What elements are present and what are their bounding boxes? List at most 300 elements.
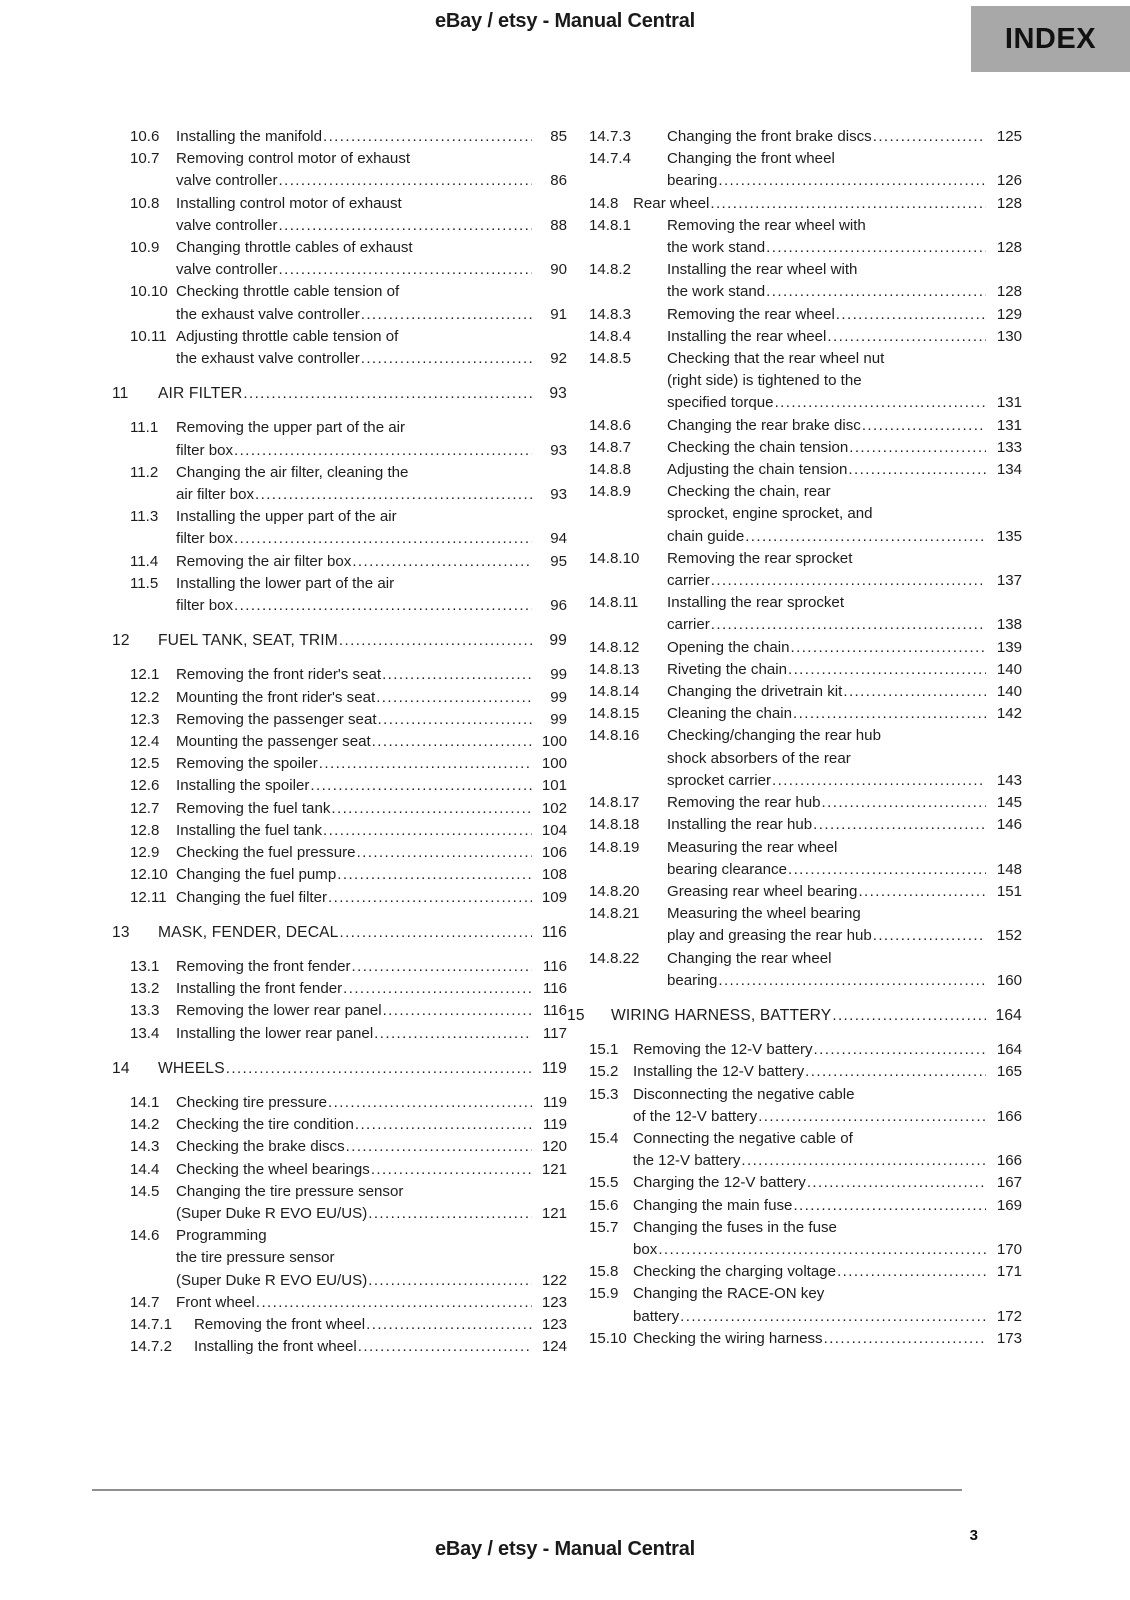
toc-chapter-row[interactable] xyxy=(567,1005,1022,1027)
toc-entry-page: 109 xyxy=(541,888,567,906)
toc-entry-line xyxy=(667,792,1022,814)
toc-section-row[interactable] xyxy=(567,903,1022,947)
toc-entry-title: Mounting the passenger seat xyxy=(176,733,371,751)
toc-entry-line xyxy=(176,731,567,753)
toc-entry-body xyxy=(176,753,567,775)
toc-entry-page: 166 xyxy=(996,1107,1022,1125)
toc-entry-page: 106 xyxy=(541,844,567,862)
toc-leader-dots xyxy=(323,126,532,148)
toc-entry-line xyxy=(667,659,1022,681)
toc-entry-number: 12.3 xyxy=(130,710,160,728)
toc-entry-page: 123 xyxy=(541,1293,567,1311)
toc-entry-number: 15.2 xyxy=(589,1063,619,1081)
toc-entry-number: 13.4 xyxy=(130,1024,160,1042)
toc-entry-body xyxy=(633,193,1022,215)
toc-entry-page: 119 xyxy=(542,1093,567,1111)
toc-entry-number: 14.8.11 xyxy=(589,594,639,612)
toc-entry-line xyxy=(667,281,1022,303)
toc-section-row[interactable] xyxy=(112,1114,567,1136)
toc-entry-line xyxy=(176,820,567,842)
toc-entry-body xyxy=(667,792,1022,814)
toc-section-row[interactable] xyxy=(567,548,1022,592)
toc-column-left xyxy=(112,126,567,1358)
toc-section-row[interactable] xyxy=(112,798,567,820)
toc-leader-dots xyxy=(234,440,532,462)
toc-entry-number: 12.5 xyxy=(130,755,160,773)
toc-entry-line xyxy=(176,528,567,550)
toc-leader-dots xyxy=(352,551,532,573)
toc-entry-title: Changing the main fuse xyxy=(633,1196,793,1214)
toc-leader-dots xyxy=(328,1092,532,1114)
toc-chapter-row[interactable] xyxy=(112,630,567,652)
toc-entry-title: Changing the rear wheel xyxy=(667,949,832,967)
toc-entry-line xyxy=(176,126,567,148)
toc-entry-page: 99 xyxy=(550,666,567,684)
toc-entry-number: 15.6 xyxy=(589,1196,619,1214)
toc-entry-body xyxy=(633,1039,1022,1061)
toc-entry-body xyxy=(176,664,567,686)
toc-leader-dots xyxy=(788,659,986,681)
toc-leader-dots xyxy=(361,348,532,370)
toc-entry-line xyxy=(158,630,567,652)
toc-entry-line xyxy=(667,170,1022,192)
toc-entry-title: (Super Duke R EVO EU/US) xyxy=(176,1271,368,1289)
toc-section-row[interactable] xyxy=(112,842,567,864)
toc-entry-page: 128 xyxy=(996,283,1022,301)
toc-section-row[interactable] xyxy=(112,551,567,573)
toc-entry-line xyxy=(667,970,1022,992)
toc-entry-page: 88 xyxy=(550,216,567,234)
toc-section-row[interactable] xyxy=(112,1314,567,1336)
page-number: 3 xyxy=(969,1527,978,1544)
toc-entry-number: 14.8.14 xyxy=(589,683,640,701)
toc-entry-line xyxy=(176,417,567,439)
toc-entry-title: Cleaning the chain xyxy=(667,705,793,723)
toc-section-row[interactable] xyxy=(112,326,567,370)
toc-entry-line xyxy=(176,237,567,259)
toc-section-row[interactable] xyxy=(112,664,567,686)
toc-entry-page: 133 xyxy=(996,438,1022,456)
toc-section-row[interactable] xyxy=(112,731,567,753)
toc-entry-body xyxy=(667,659,1022,681)
toc-entry-number: 11.2 xyxy=(130,463,159,481)
toc-entry-line xyxy=(176,842,567,864)
toc-section-row[interactable] xyxy=(567,481,1022,548)
toc-section-row[interactable] xyxy=(112,753,567,775)
toc-entry-title: filter box xyxy=(176,530,234,548)
toc-leader-dots xyxy=(331,798,532,820)
toc-entry-number: 14.8.13 xyxy=(589,660,640,678)
toc-section-row[interactable] xyxy=(567,703,1022,725)
toc-entry-title: Front wheel xyxy=(176,1293,255,1311)
toc-leader-dots xyxy=(711,614,986,636)
toc-entry-body xyxy=(667,437,1022,459)
toc-entry-line xyxy=(176,1159,567,1181)
toc-entry-line xyxy=(667,881,1022,903)
toc-entry-body xyxy=(667,637,1022,659)
toc-section-row[interactable] xyxy=(567,725,1022,792)
toc-entry-title: Installing the lower part of the air xyxy=(176,574,395,592)
toc-section-row[interactable] xyxy=(567,1217,1022,1261)
toc-section-row[interactable] xyxy=(567,437,1022,459)
toc-entry-line xyxy=(194,1314,567,1336)
toc-section-row[interactable] xyxy=(567,881,1022,903)
toc-section-row[interactable] xyxy=(567,1039,1022,1061)
toc-entry-page: 124 xyxy=(541,1338,567,1356)
toc-entry-page: 116 xyxy=(542,980,567,998)
toc-section-row[interactable] xyxy=(112,775,567,797)
toc-entry-line xyxy=(633,1172,1022,1194)
toc-section-row[interactable] xyxy=(567,637,1022,659)
toc-entry-body xyxy=(176,978,567,1000)
toc-entry-line xyxy=(633,1239,1022,1261)
toc-leader-dots xyxy=(346,1136,532,1158)
toc-entry-line xyxy=(667,837,1022,859)
toc-entry-page: 93 xyxy=(550,486,567,504)
toc-entry-title: play and greasing the rear hub xyxy=(667,927,872,945)
table-of-contents xyxy=(0,126,1130,1358)
toc-section-row[interactable] xyxy=(112,978,567,1000)
toc-leader-dots xyxy=(319,753,532,775)
toc-entry-number: 11.5 xyxy=(130,574,159,592)
toc-leader-dots xyxy=(378,709,532,731)
toc-entry-number: 14.7.1 xyxy=(130,1315,172,1333)
toc-entry-line xyxy=(667,370,1022,392)
toc-section-row[interactable] xyxy=(567,215,1022,259)
toc-entry-body xyxy=(667,326,1022,348)
toc-entry-number: 14.8.15 xyxy=(589,705,640,723)
toc-entry-title: Installing the upper part of the air xyxy=(176,508,397,526)
toc-entry-body xyxy=(667,148,1022,192)
toc-section-row[interactable] xyxy=(567,259,1022,303)
toc-section-row[interactable] xyxy=(112,193,567,237)
toc-entry-line xyxy=(158,383,567,405)
toc-entry-line xyxy=(667,148,1022,170)
toc-section-row[interactable] xyxy=(567,681,1022,703)
toc-entry-title: shock absorbers of the rear xyxy=(667,749,851,767)
toc-entry-line xyxy=(176,462,567,484)
toc-entry-body xyxy=(633,1195,1022,1217)
toc-section-row[interactable] xyxy=(567,126,1022,148)
toc-entry-number: 14.8.6 xyxy=(589,416,631,434)
toc-entry-title: battery xyxy=(633,1307,680,1325)
toc-section-row[interactable] xyxy=(112,417,567,461)
toc-entry-body xyxy=(176,842,567,864)
toc-section-row[interactable] xyxy=(112,1000,567,1022)
toc-section-row[interactable] xyxy=(567,1283,1022,1327)
toc-section-row[interactable] xyxy=(567,1328,1022,1350)
toc-entry-title: Removing the front rider's seat xyxy=(176,666,382,684)
toc-entry-body xyxy=(667,725,1022,792)
toc-entry-body xyxy=(176,237,567,281)
toc-leader-dots xyxy=(745,526,986,548)
toc-entry-number: 13.1 xyxy=(130,957,160,975)
toc-entry-title: Measuring the wheel bearing xyxy=(667,905,861,923)
toc-entry-line xyxy=(176,664,567,686)
toc-entry-line xyxy=(633,1061,1022,1083)
toc-entry-number: 15.1 xyxy=(589,1041,619,1059)
toc-leader-dots xyxy=(234,595,532,617)
toc-entry-page: 170 xyxy=(996,1240,1022,1258)
toc-entry-line xyxy=(633,1195,1022,1217)
toc-entry-title: box xyxy=(633,1240,658,1258)
toc-section-row[interactable] xyxy=(112,1092,567,1114)
toc-entry-page: 91 xyxy=(550,305,567,323)
toc-entry-line xyxy=(667,126,1022,148)
toc-entry-line xyxy=(667,437,1022,459)
toc-entry-line xyxy=(176,595,567,617)
toc-entry-number: 14.3 xyxy=(130,1138,160,1156)
toc-entry-number: 13.2 xyxy=(130,980,160,998)
toc-section-row[interactable] xyxy=(567,1084,1022,1128)
toc-entry-body xyxy=(176,731,567,753)
toc-entry-number: 12.10 xyxy=(130,866,168,884)
toc-entry-title: Riveting the chain xyxy=(667,660,787,678)
toc-section-row[interactable] xyxy=(112,573,567,617)
toc-entry-page: 130 xyxy=(996,327,1022,345)
toc-section-row[interactable] xyxy=(112,237,567,281)
toc-entry-line xyxy=(176,259,567,281)
toc-entry-title: Removing the rear hub xyxy=(667,794,821,812)
toc-section-row[interactable] xyxy=(567,1061,1022,1083)
toc-section-row[interactable] xyxy=(112,281,567,325)
toc-entry-body xyxy=(633,1328,1022,1350)
toc-entry-body xyxy=(667,415,1022,437)
toc-leader-dots xyxy=(836,304,986,326)
toc-entry-title: Checking the wiring harness xyxy=(633,1329,823,1347)
toc-entry-number: 14.7.2 xyxy=(130,1338,172,1356)
toc-entry-title: the work stand xyxy=(667,283,766,301)
toc-entry-title: Removing the rear sprocket xyxy=(667,549,853,567)
toc-entry-body xyxy=(667,903,1022,947)
toc-section-row[interactable] xyxy=(112,1181,567,1225)
toc-section-row[interactable] xyxy=(567,1195,1022,1217)
toc-leader-dots xyxy=(368,1203,532,1225)
toc-section-row[interactable] xyxy=(112,1023,567,1045)
toc-leader-dots xyxy=(832,1005,986,1027)
toc-section-row[interactable] xyxy=(112,148,567,192)
page-header xyxy=(0,0,1130,78)
toc-entry-page: 119 xyxy=(541,1059,567,1077)
toc-section-row[interactable] xyxy=(112,1292,567,1314)
toc-entry-number: 14.1 xyxy=(130,1093,160,1111)
toc-section-row[interactable] xyxy=(112,687,567,709)
toc-section-row[interactable] xyxy=(112,709,567,731)
toc-entry-page: 92 xyxy=(550,350,567,368)
toc-entry-title: Changing the RACE-ON key xyxy=(633,1285,825,1303)
toc-column-right xyxy=(567,126,1022,1358)
toc-entry-page: 100 xyxy=(541,755,567,773)
toc-section-row[interactable] xyxy=(567,326,1022,348)
toc-entry-page: 151 xyxy=(996,882,1022,900)
toc-leader-dots xyxy=(793,703,986,725)
toc-leader-dots xyxy=(680,1306,986,1328)
toc-entry-body xyxy=(667,592,1022,636)
toc-section-row[interactable] xyxy=(567,1172,1022,1194)
toc-entry-page: 85 xyxy=(550,128,567,145)
toc-entry-title: Installing the front wheel xyxy=(194,1338,357,1356)
toc-leader-dots xyxy=(226,1058,532,1080)
toc-entry-title: of the 12-V battery xyxy=(633,1107,758,1125)
toc-entry-line xyxy=(176,573,567,595)
toc-entry-title: specified torque xyxy=(667,394,774,412)
toc-entry-line xyxy=(667,304,1022,326)
toc-section-row[interactable] xyxy=(112,1336,567,1358)
toc-entry-line xyxy=(667,215,1022,237)
toc-entry-title: Changing throttle cables of exhaust xyxy=(176,239,413,257)
toc-entry-title: the exhaust valve controller xyxy=(176,350,360,368)
toc-section-row[interactable] xyxy=(567,792,1022,814)
toc-entry-line xyxy=(176,348,567,370)
toc-section-row[interactable] xyxy=(567,348,1022,415)
toc-entry-title: Checking the chain tension xyxy=(667,438,849,456)
toc-leader-dots xyxy=(328,887,532,909)
toc-entry-body xyxy=(176,1292,567,1314)
toc-section-row[interactable] xyxy=(567,148,1022,192)
toc-entry-title: carrier xyxy=(667,616,710,634)
toc-entry-number: 14.8.5 xyxy=(589,350,631,368)
toc-entry-body xyxy=(176,687,567,709)
toc-leader-dots xyxy=(366,1314,532,1336)
toc-entry-body xyxy=(667,215,1022,259)
toc-leader-dots xyxy=(658,1239,986,1261)
toc-entry-title: Changing the air filter, cleaning the xyxy=(176,463,409,481)
footer-divider xyxy=(92,1489,962,1491)
toc-section-row[interactable] xyxy=(112,887,567,909)
toc-chapter-row[interactable] xyxy=(112,922,567,944)
toc-chapter-row[interactable] xyxy=(112,1058,567,1080)
index-tab-label: INDEX xyxy=(1004,22,1097,55)
toc-entry-title: Disconnecting the negative cable xyxy=(633,1085,855,1103)
toc-entry-page: 119 xyxy=(542,1116,567,1134)
toc-section-row[interactable] xyxy=(112,1136,567,1158)
toc-entry-body xyxy=(633,1217,1022,1261)
toc-entry-body xyxy=(667,703,1022,725)
toc-entry-number: 12 xyxy=(112,632,130,650)
toc-entry-title: the work stand xyxy=(667,239,766,257)
toc-entry-line xyxy=(176,551,567,573)
toc-entry-body xyxy=(176,1023,567,1045)
toc-entry-body xyxy=(667,681,1022,703)
toc-leader-dots xyxy=(372,731,532,753)
toc-leader-dots xyxy=(355,1114,532,1136)
toc-entry-line xyxy=(176,753,567,775)
toc-entry-line xyxy=(633,1328,1022,1350)
toc-entry-line xyxy=(176,1292,567,1314)
toc-entry-number: 15 xyxy=(567,1006,585,1024)
toc-section-row[interactable] xyxy=(567,193,1022,215)
toc-entry-line xyxy=(667,903,1022,925)
toc-entry-body xyxy=(176,1225,567,1292)
toc-entry-page: 139 xyxy=(996,638,1022,656)
toc-entry-number: 14.8.12 xyxy=(589,638,640,656)
toc-entry-page: 121 xyxy=(541,1204,567,1222)
toc-section-row[interactable] xyxy=(112,126,567,148)
toc-entry-line xyxy=(667,814,1022,836)
toc-entry-line xyxy=(176,215,567,237)
toc-section-row[interactable] xyxy=(567,459,1022,481)
toc-entry-line xyxy=(176,978,567,1000)
toc-entry-body xyxy=(667,348,1022,415)
toc-leader-dots xyxy=(858,881,986,903)
toc-leader-dots xyxy=(775,392,986,414)
toc-leader-dots xyxy=(813,814,986,836)
toc-section-row[interactable] xyxy=(567,304,1022,326)
toc-entry-line xyxy=(176,1114,567,1136)
toc-entry-page: 123 xyxy=(541,1315,567,1333)
toc-entry-title: Removing the spoiler xyxy=(176,755,318,773)
toc-entry-page: 172 xyxy=(996,1307,1022,1325)
toc-entry-title: Installing the lower rear panel xyxy=(176,1024,374,1042)
toc-entry-page: 131 xyxy=(996,394,1022,412)
toc-section-row[interactable] xyxy=(567,814,1022,836)
toc-entry-body xyxy=(176,1159,567,1181)
toc-entry-page: 167 xyxy=(996,1174,1022,1192)
toc-entry-number: 13.3 xyxy=(130,1002,160,1020)
toc-section-row[interactable] xyxy=(567,948,1022,992)
toc-section-row[interactable] xyxy=(567,837,1022,881)
toc-section-row[interactable] xyxy=(112,864,567,886)
toc-entry-body xyxy=(633,1061,1022,1083)
toc-entry-line xyxy=(667,925,1022,947)
toc-section-row[interactable] xyxy=(567,1261,1022,1283)
toc-entry-title: Removing the rear wheel xyxy=(667,305,835,323)
toc-entry-page: 143 xyxy=(996,771,1022,789)
toc-section-row[interactable] xyxy=(567,592,1022,636)
toc-entry-number: 14.8.19 xyxy=(589,838,640,856)
toc-entry-number: 14.5 xyxy=(130,1182,160,1200)
toc-entry-line xyxy=(176,1247,567,1269)
toc-section-row[interactable] xyxy=(112,820,567,842)
toc-leader-dots xyxy=(382,664,532,686)
toc-entry-line xyxy=(176,281,567,303)
toc-leader-dots xyxy=(371,1159,532,1181)
toc-section-row[interactable] xyxy=(112,1225,567,1292)
toc-section-row[interactable] xyxy=(567,415,1022,437)
toc-entry-line xyxy=(176,775,567,797)
toc-entry-body xyxy=(667,881,1022,903)
toc-entry-line xyxy=(176,506,567,528)
toc-section-row[interactable] xyxy=(567,1128,1022,1172)
toc-section-row[interactable] xyxy=(567,659,1022,681)
toc-entry-number: 15.5 xyxy=(589,1174,619,1192)
toc-entry-page: 116 xyxy=(542,1002,567,1020)
toc-entry-number: 14.8.10 xyxy=(589,549,640,567)
toc-entry-number: 14.8.18 xyxy=(589,816,640,834)
toc-entry-body xyxy=(176,1092,567,1114)
toc-entry-body xyxy=(176,1000,567,1022)
toc-entry-page: 138 xyxy=(996,616,1022,634)
toc-chapter-row[interactable] xyxy=(112,383,567,405)
toc-entry-number: 10.6 xyxy=(130,128,160,145)
toc-section-row[interactable] xyxy=(112,462,567,506)
toc-entry-number: 10.11 xyxy=(130,327,167,345)
toc-section-row[interactable] xyxy=(112,1159,567,1181)
toc-entry-title: Checking the tire condition xyxy=(176,1116,354,1134)
toc-entry-number: 11.3 xyxy=(130,508,159,526)
toc-entry-page: 125 xyxy=(996,128,1022,145)
toc-entry-title: WIRING HARNESS, BATTERY xyxy=(611,1006,832,1024)
toc-entry-page: 145 xyxy=(996,794,1022,812)
toc-leader-dots xyxy=(772,770,986,792)
toc-section-row[interactable] xyxy=(112,506,567,550)
index-tab xyxy=(971,6,1130,72)
toc-leader-dots xyxy=(873,126,986,148)
toc-section-row[interactable] xyxy=(112,956,567,978)
toc-entry-number: 14.8.16 xyxy=(589,727,640,745)
toc-entry-body xyxy=(176,1181,567,1225)
toc-leader-dots xyxy=(824,1328,986,1350)
